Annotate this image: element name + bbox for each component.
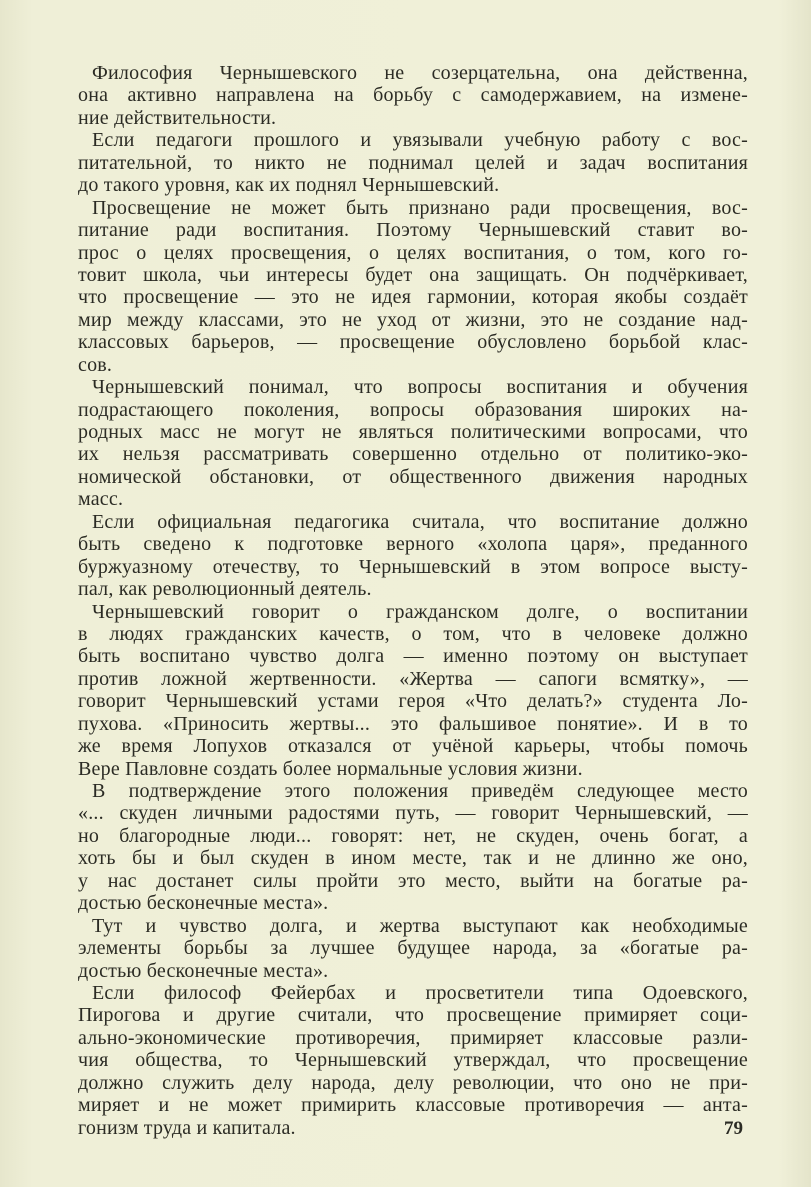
text-line: буржуазному отечеству, то Чернышевский в этом вопросе высту- [78,555,748,578]
text-line: быть воспитано чувство долга — именно поэтому он выступает [78,645,748,668]
page-body-text [78,62,748,1139]
text-line: масс. [78,488,124,511]
text-line: против ложной жертвенности. «Жертва — сапоги всмятку», — [78,667,748,690]
text-line: товит школа, чьи интересы будет она защищать. Он подчёркивает, [78,263,748,286]
text-line: Если философ Фейербах и просветители типа Одоевского, [92,981,748,1004]
text-line: элементы борьбы за лучшее будущее народа, за «богатые ра- [78,937,748,960]
paragraph [78,62,748,129]
text-line: Просвещение не может быть признано ради просвещения, вос- [92,196,748,219]
text-line: ально-экономические противоречия, примиряет классовые разли- [78,1026,748,1049]
text-line: пухова. «Приносить жертвы... это фальшивое понятие». И в то [78,712,748,735]
text-line: питание ради воспитания. Поэтому Чернышевский ставит во- [78,219,748,242]
paragraph [78,780,748,915]
text-line: родных масс не могут не являться политическими вопросами, что [78,421,748,443]
paragraph [78,376,748,511]
text-line: Пирогова и другие считали, что просвещение примиряет соци- [78,1004,748,1027]
text-line: миряет и не может примирить классовые противоречия — анта- [78,1094,748,1117]
paragraph [78,982,748,1139]
text-line: мир между классами, это не уход от жизни, это не создание над- [78,308,748,331]
text-line: достью бесконечные места». [78,892,329,915]
text-line: их нельзя рассматривать совершенно отдельно от политико-эко- [78,443,748,466]
text-line: до такого уровня, как их поднял Чернышевский. [78,174,500,197]
text-line: подрастающего поколения, вопросы образования широких на- [78,398,748,421]
text-line: чия общества, то Чернышевский утверждал, что просвещение [78,1049,748,1072]
text-line: Чернышевский понимал, что вопросы воспитания и обучения [92,376,748,399]
text-line: она активно направлена на борьбу с самодержавием, на измене- [78,84,748,107]
text-line: гонизм труда и капитала. [78,1116,296,1139]
paragraph [78,129,748,196]
text-line: сов. [78,353,113,376]
text-line: номической обстановки, от общественного движения народных [78,465,748,488]
text-line: прос о целях просвещения, о целях воспитания, о том, кого го- [78,241,748,264]
page-number: 79 [724,1118,743,1139]
text-line: что просвещение — это не идея гармонии, которая якобы создаёт [78,286,748,309]
text-line: у нас достанет силы пройти это место, выйти на богатые ра- [78,869,748,892]
text-line: достью бесконечные места». [78,959,329,982]
text-line: Если педагоги прошлого и увязывали учебную работу с вос- [92,129,748,152]
text-line: В подтверждение этого положения приведём следующее место [92,780,748,802]
text-line: должно служить делу народа, делу революции, что оно не при- [78,1071,748,1094]
paragraph [78,511,748,601]
text-line: же время Лопухов отказался от учёной карьеры, чтобы помочь [78,735,748,758]
text-line: быть сведено к подготовке верного «холопа царя», преданного [78,533,748,556]
text-line: Вере Павловне создать более нормальные условия жизни. [78,757,583,780]
text-line: Если официальная педагогика считала, что воспитание должно [92,510,748,533]
text-line: классовых барьеров, — просвещение обусловлено борьбой клас- [78,331,748,354]
text-line: Философия Чернышевского не созерцательна, она действенна, [92,62,748,84]
text-line: пал, как революционный деятель. [78,578,372,601]
paragraph [78,915,748,982]
paragraph [78,197,748,377]
text-line: «... скуден личными радостями путь, — говорит Чернышевский, — [78,802,748,825]
text-line: но благородные люди... говорят: нет, не скуден, очень богат, а [78,824,748,847]
text-line: Тут и чувство долга, и жертва выступают как необходимые [92,914,748,937]
text-line: в людях гражданских качеств, о том, что в человеке должно [78,622,748,645]
text-line: хоть бы и был скуден в ином месте, так и не длинно же оно, [78,847,748,870]
text-line: говорит Чернышевский устами героя «Что делать?» студента Ло- [78,690,748,713]
text-line: питательной, то никто не поднимал целей и задач воспитания [78,151,748,174]
text-line: Чернышевский говорит о гражданском долге, о воспитании [92,600,748,623]
paragraph [78,601,748,781]
text-line: ние действительности. [78,106,277,129]
